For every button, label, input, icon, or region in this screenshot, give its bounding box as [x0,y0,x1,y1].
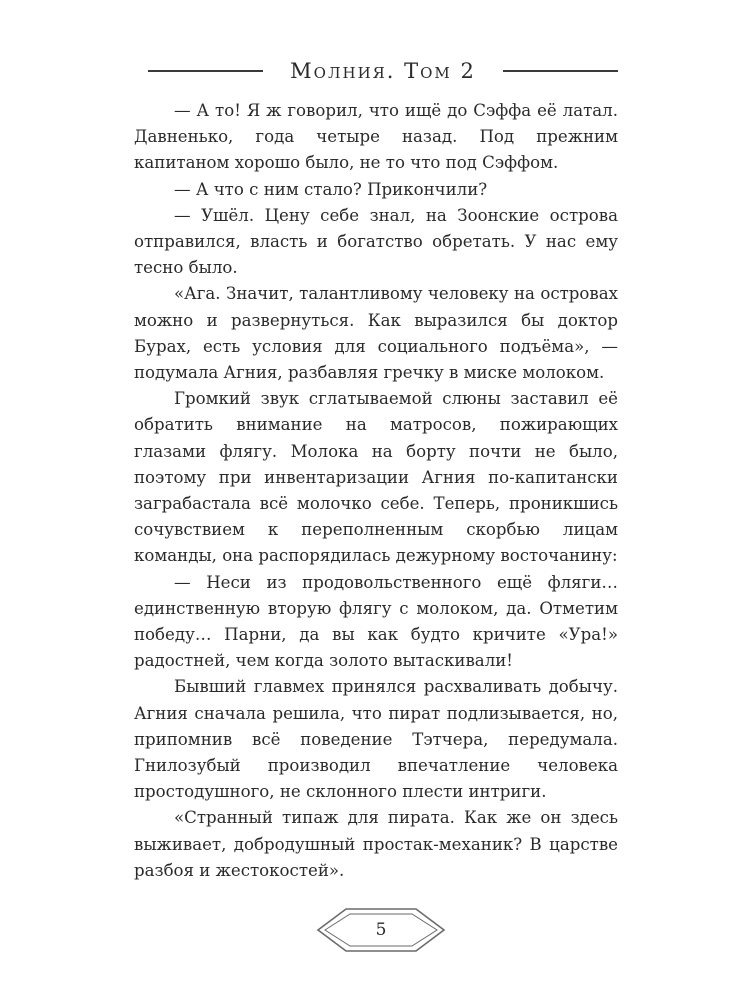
page-number: 5 [375,920,387,940]
paragraph: — А то! Я ж говорил, что ищё до Сэффа её латал. Давненько, года четыре назад. Под прежним капитаном хорошо было, не то что под Сэффом. [134,101,618,173]
paragraph: Бывший главмех принялся расхваливать добычу. Агния сначала решила, что пират подлизывается, но, припомнив всё поведение Тэтчера, передумала. Гнилозубый производил впечатление человека простодушного, не склонного плести интриги. [134,677,618,802]
paragraph: «Ага. Значит, талантливому человеку на островах можно и развернуться. Как выразился бы доктор Бурах, есть условия для социального подъёма», — подумала Агния, разбавляя гречку в миске молоком. [134,284,618,383]
paragraph: Громкий звук сглатываемой слюны заставил её обратить внимание на матросов, пожирающих глазами флягу. Молока на борту почти не было, поэтому при инвентаризации Агния по-капитански заграбастала всё молочко себе. Теперь, проникшись сочувствием к переполненным скорбью лицам команды, она распорядилась дежурному восточанину: [134,389,618,566]
page-number-ornament [316,907,446,953]
paragraph: — Неси из продовольственного ещё фляги… единственную вторую флягу с молоком, да. Отметим победу… Парни, да вы как будто кричите «Ура!» радостней, чем когда золото вытаскивали! [134,572,618,671]
book-title: Молния. Том 2 [290,59,476,83]
paragraph: «Странный типаж для пирата. Как же он здесь выживает, добродушный простак-механик? В царстве разбоя и жестокостей». [134,808,618,880]
paragraph: — Ушёл. Цену себе знал, на Зоонские острова отправился, власть и богатство обретать. У нас ему тесно было. [134,205,618,278]
paragraph: — А что с ним стало? Прикончили? [174,179,488,199]
header-rule-right [503,70,618,72]
body-text [134,98,618,884]
running-header [148,56,618,86]
